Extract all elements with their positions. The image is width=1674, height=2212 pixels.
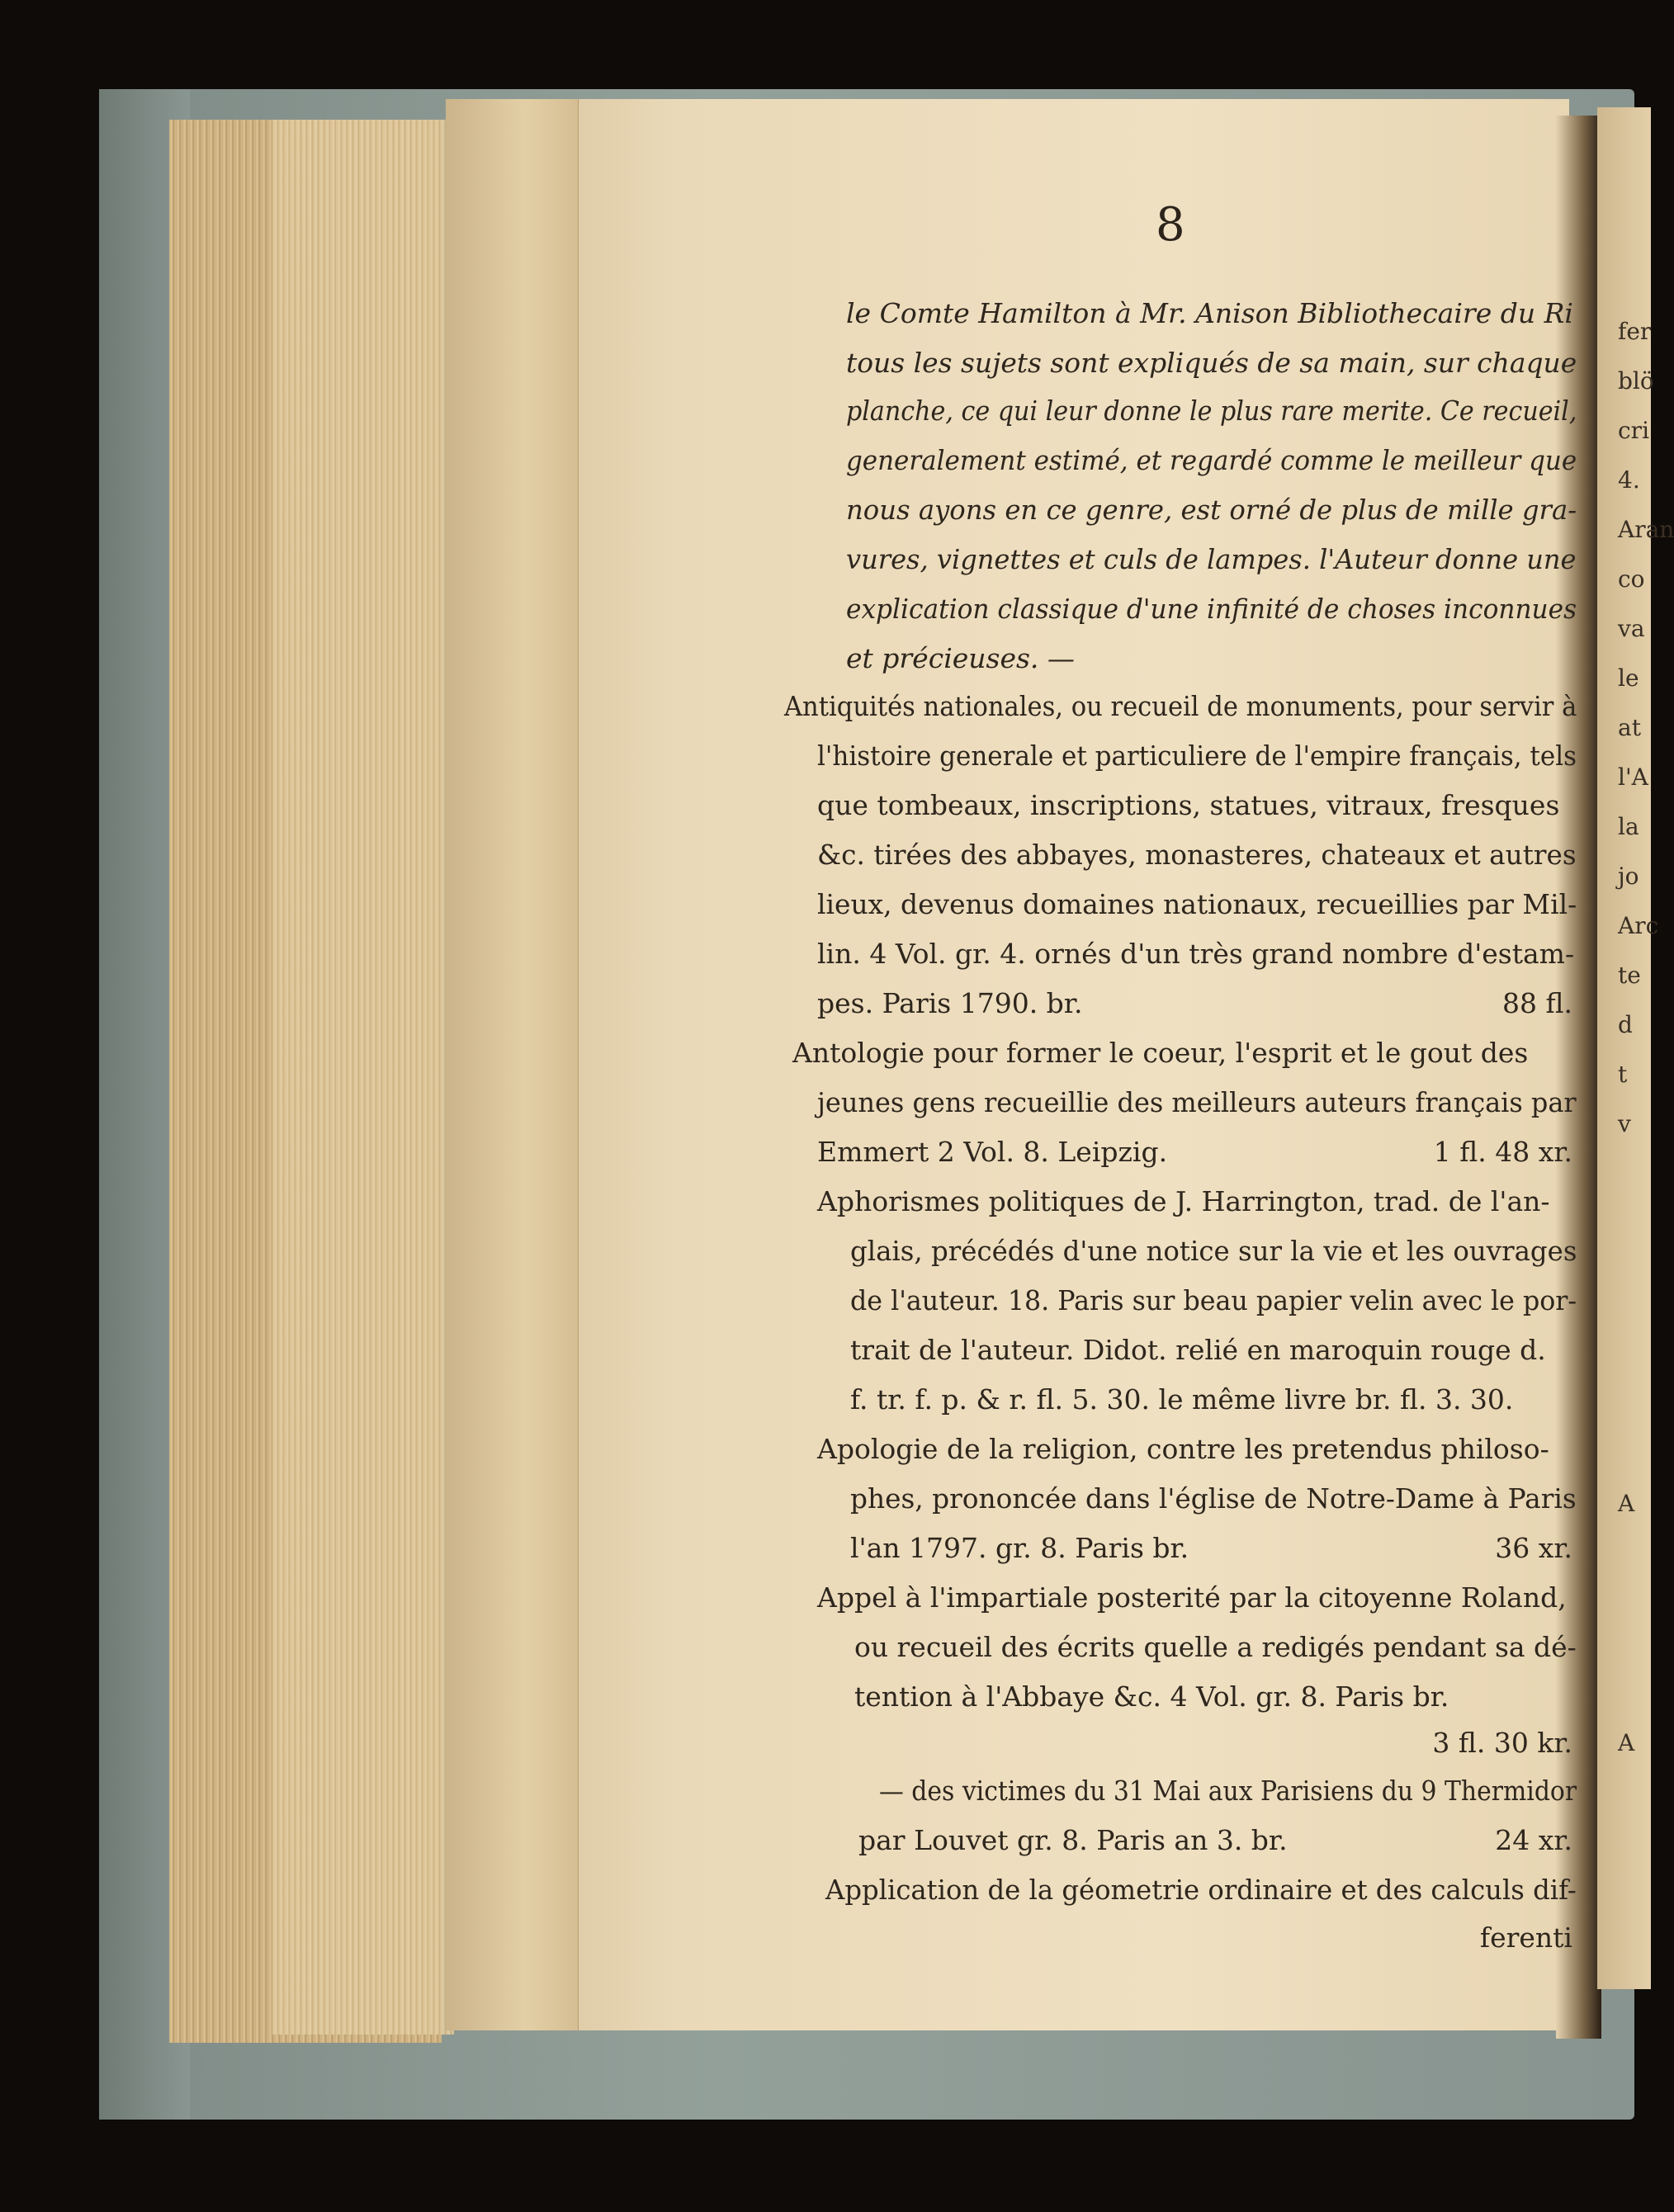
facing-page-fragment: va [1618,615,1645,642]
text-line: que tombeaux, inscriptions, statues, vitraux, fresques [817,789,1560,821]
text-line: f. tr. f. p. & r. fl. 5. 30. le même livre br. fl. 3. 30. [850,1383,1514,1416]
page-edges-inner [272,120,454,2035]
text-line: explication classique d'une infinité de choses inconnues [846,593,1577,625]
facing-page-fragment: d [1618,1011,1633,1038]
facing-page-fragment: A [1618,1490,1635,1517]
text-line: trait de l'auteur. Didot. relié en maroquin rouge d. [850,1334,1546,1366]
text-line: par Louvet gr. 8. Paris an 3. br. [858,1824,1288,1856]
text-line: le Comte Hamilton à Mr. Anison Bibliothecaire du Ri [846,297,1573,329]
facing-page-fragment: blö [1618,367,1654,395]
facing-page-fragment: t [1618,1061,1628,1088]
turned-leaves [446,99,578,2030]
price-label: 88 fl. [1502,987,1572,1019]
facing-page-fragment: fer [1618,318,1652,345]
facing-page-fragment: 4. [1618,466,1640,494]
text-line: planche, ce qui leur donne le plus rare merite. Ce recueil, [846,395,1577,427]
text-line: — des victimes du 31 Mai aux Parisiens du 9 Thermidor [879,1775,1577,1807]
facing-page-fragment: v [1618,1110,1631,1137]
price-label: 36 xr. [1495,1532,1572,1564]
text-line: generalement estimé, et regardé comme le meilleur que [846,444,1577,476]
page-number: 8 [1156,198,1185,252]
text-line: Antiquités nationales, ou recueil de monuments, pour servir à [784,690,1577,722]
facing-page-fragment: le [1618,664,1639,692]
text-line: glais, précédés d'une notice sur la vie et les ouvrages [850,1235,1577,1267]
text-line: Emmert 2 Vol. 8. Leipzig. [817,1136,1168,1168]
text-line: tous les sujets sont expliqués de sa main, sur chaque [846,347,1577,379]
price-label: 1 fl. 48 xr. [1433,1136,1572,1168]
text-line: de l'auteur. 18. Paris sur beau papier velin avec le por- [850,1284,1577,1316]
text-line: ou recueil des écrits quelle a redigés pendant sa dé- [854,1631,1577,1663]
text-line: Aphorismes politiques de J. Harrington, trad. de l'an- [817,1185,1550,1217]
text-line: lieux, devenus domaines nationaux, recueillies par Mil- [817,888,1577,920]
text-line: l'histoire generale et particuliere de l'empire français, tels [817,740,1577,772]
text-line: et précieuses. — [846,642,1075,674]
facing-page-fragment: la [1618,813,1639,840]
text-line: tention à l'Abbaye &c. 4 Vol. gr. 8. Paris br. [854,1680,1449,1713]
text-line: &c. tirées des abbayes, monasteres, chateaux et autres [817,839,1577,871]
facing-page-fragment: l'A [1618,763,1648,791]
facing-page-fragment: co [1618,565,1645,593]
text-line: vures, vignettes et culs de lampes. l'Auteur donne une [846,543,1577,575]
text-line: Appel à l'impartiale posterité par la citoyenne Roland, [817,1581,1567,1614]
facing-page-fragment: A [1618,1729,1635,1756]
text-line: phes, prononcée dans l'église de Notre-Dame à Paris [850,1482,1577,1515]
text-line: pes. Paris 1790. br. [817,987,1083,1019]
facing-page-fragment: te [1618,962,1641,989]
facing-page-fragment: Arc [1618,912,1659,939]
text-line: lin. 4 Vol. gr. 4. ornés d'un très grand nombre d'estam- [817,938,1575,970]
facing-page-fragment: Aran [1618,516,1674,543]
text-line: l'an 1797. gr. 8. Paris br. [850,1532,1189,1564]
facing-page-fragment: jo [1618,863,1639,890]
price-label: 3 fl. 30 kr. [1432,1727,1572,1759]
text-line: Apologie de la religion, contre les pretendus philoso- [817,1433,1549,1465]
price-label: ferenti [1479,1921,1572,1954]
price-label: 24 xr. [1495,1824,1572,1856]
text-line: Antologie pour former le coeur, l'esprit et le gout des [792,1037,1529,1069]
text-line: Application de la géometrie ordinaire et des calculs dif- [825,1874,1577,1906]
facing-page-fragment: cri [1618,417,1650,444]
text-line: jeunes gens recueillie des meilleurs auteurs français par [817,1086,1577,1118]
facing-page-fragment: at [1618,714,1641,741]
text-line: nous ayons en ce genre, est orné de plus de mille gra- [846,494,1577,526]
